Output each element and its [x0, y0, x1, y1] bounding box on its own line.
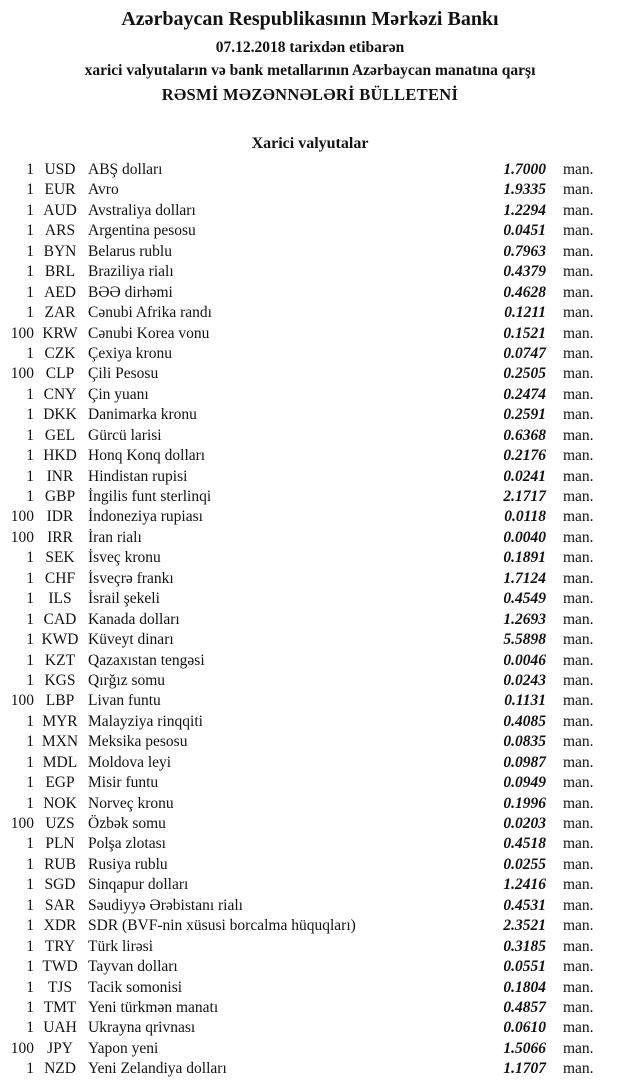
- currency-code-cell: SEK: [45, 549, 75, 567]
- rate-value-cell: 0.0949: [503, 774, 546, 792]
- rate-row: [0, 426, 620, 446]
- currency-name-cell: Braziliya rialı: [88, 263, 174, 281]
- rate-value-cell: 0.2474: [503, 385, 546, 403]
- quantity-cell: 1: [26, 733, 34, 751]
- rate-value-cell: 0.6368: [503, 426, 546, 444]
- rate-row: [0, 732, 620, 752]
- rate-row: [0, 651, 620, 671]
- rate-row: [0, 671, 620, 691]
- currency-name-cell: Cənubi Afrika randı: [88, 304, 212, 322]
- rate-value-cell: 0.2505: [503, 365, 546, 383]
- currency-name-cell: Belarus rublu: [88, 242, 172, 260]
- quantity-cell: 1: [26, 937, 34, 955]
- currency-name-cell: Səudiyyə Ərəbistanı rialı: [88, 896, 243, 914]
- rate-value-cell: 0.0255: [503, 855, 546, 873]
- currency-code-cell: BYN: [43, 242, 77, 260]
- rate-value-cell: 0.3185: [503, 937, 546, 955]
- unit-label-cell: man.: [563, 610, 594, 628]
- rate-value-cell: 1.2693: [503, 610, 546, 628]
- currency-code-cell: KWD: [41, 631, 79, 649]
- currency-name-cell: ABŞ dolları: [88, 161, 163, 178]
- unit-label-cell: man.: [563, 815, 594, 832]
- rate-row: [0, 569, 620, 589]
- rate-value-cell: 0.4518: [503, 835, 546, 853]
- currency-code-cell: RUB: [44, 855, 76, 873]
- quantity-cell: 1: [26, 1019, 34, 1037]
- rate-row: [0, 773, 620, 793]
- rate-value-cell: 0.0203: [503, 815, 546, 832]
- quantity-cell: 1: [26, 774, 34, 792]
- rate-value-cell: 0.0040: [503, 528, 546, 546]
- currency-code-cell: SGD: [44, 876, 76, 894]
- rate-value-cell: 1.7000: [503, 161, 546, 178]
- rate-row: [0, 916, 620, 936]
- unit-label-cell: man.: [563, 1019, 594, 1037]
- rate-row: [0, 303, 620, 323]
- rate-value-cell: 0.0747: [503, 344, 546, 362]
- header: [0, 0, 620, 105]
- unit-label-cell: man.: [563, 590, 594, 608]
- quantity-cell: 1: [26, 304, 34, 322]
- quantity-cell: 1: [26, 549, 34, 567]
- currency-code-cell: UZS: [45, 815, 75, 832]
- currency-code-cell: KGS: [44, 671, 76, 689]
- rate-value-cell: 0.0046: [503, 651, 546, 669]
- currency-code-cell: UAH: [43, 1019, 77, 1037]
- currency-name-cell: Türk lirəsi: [88, 937, 153, 955]
- currency-name-cell: Hindistan rupisi: [88, 467, 188, 485]
- quantity-cell: 1: [26, 671, 34, 689]
- rate-value-cell: 1.7124: [503, 569, 546, 587]
- unit-label-cell: man.: [563, 712, 594, 730]
- rate-row: [0, 548, 620, 568]
- unit-label-cell: man.: [563, 794, 594, 812]
- currency-name-cell: İndoneziya rupiası: [88, 508, 203, 526]
- rate-value-cell: 5.5898: [503, 631, 546, 649]
- quantity-cell: 100: [10, 324, 34, 342]
- unit-label-cell: man.: [563, 467, 594, 485]
- rate-value-cell: 0.4857: [503, 998, 546, 1016]
- quantity-cell: 1: [26, 181, 34, 199]
- rate-value-cell: 1.1707: [503, 1060, 546, 1078]
- currency-code-cell: LBP: [45, 692, 75, 710]
- rate-value-cell: 0.0451: [503, 222, 546, 240]
- unit-label-cell: man.: [563, 528, 594, 546]
- rate-value-cell: 0.0551: [503, 958, 546, 976]
- currency-name-cell: Çin yuanı: [88, 385, 149, 403]
- section-title-foreign-currencies: Xarici valyutalar: [251, 135, 369, 152]
- rate-value-cell: 1.2416: [503, 876, 546, 894]
- quantity-cell: 1: [26, 610, 34, 628]
- quantity-cell: 1: [26, 753, 34, 771]
- currency-code-cell: ARS: [44, 222, 76, 240]
- currency-name-cell: Yeni Zelandiya dolları: [88, 1060, 227, 1078]
- page-title: Azərbaycan Respublikasının Mərkəzi Bankı: [121, 8, 499, 30]
- rate-row: [0, 201, 620, 221]
- quantity-cell: 1: [26, 1060, 34, 1078]
- currency-code-cell: USD: [44, 161, 76, 178]
- rate-row: [0, 691, 620, 711]
- currency-name-cell: Sinqapur dolları: [88, 876, 189, 894]
- quantity-cell: 1: [26, 876, 34, 894]
- rate-row: [0, 610, 620, 630]
- rate-row: [0, 507, 620, 527]
- quantity-cell: 1: [26, 426, 34, 444]
- rate-row: [0, 467, 620, 487]
- quantity-cell: 100: [10, 815, 34, 832]
- unit-label-cell: man.: [563, 978, 594, 996]
- rate-value-cell: 0.7963: [503, 242, 546, 260]
- quantity-cell: 100: [10, 528, 34, 546]
- rate-value-cell: 0.0835: [503, 733, 546, 751]
- unit-label-cell: man.: [563, 876, 594, 894]
- currency-code-cell: XDR: [43, 917, 77, 935]
- currency-name-cell: Yapon yeni: [88, 1039, 159, 1057]
- currency-code-cell: AED: [44, 283, 76, 301]
- currency-name-cell: SDR (BVF-nin xüsusi borcalma hüquqları): [88, 917, 356, 935]
- currency-code-cell: CLP: [45, 365, 75, 383]
- rate-value-cell: 0.0243: [503, 671, 546, 689]
- currency-name-cell: Danimarka kronu: [88, 406, 197, 424]
- rate-row: [0, 814, 620, 834]
- currency-code-cell: INR: [46, 467, 74, 485]
- quantity-cell: 1: [26, 590, 34, 608]
- unit-label-cell: man.: [563, 1039, 594, 1057]
- quantity-cell: 1: [26, 488, 34, 505]
- currency-code-cell: HKD: [43, 447, 77, 465]
- unit-label-cell: man.: [563, 631, 594, 649]
- currency-name-cell: Moldova leyi: [88, 753, 172, 771]
- quantity-cell: 1: [26, 651, 34, 669]
- currency-name-cell: Kanada dolları: [88, 610, 180, 628]
- currency-name-cell: Küveyt dinarı: [88, 631, 174, 649]
- unit-label-cell: man.: [563, 344, 594, 362]
- unit-label-cell: man.: [563, 896, 594, 914]
- currency-name-cell: Tayvan dolları: [88, 958, 178, 976]
- rate-value-cell: 0.2591: [503, 406, 546, 424]
- currency-code-cell: MXN: [41, 733, 79, 751]
- rate-row: [0, 221, 620, 241]
- unit-label-cell: man.: [563, 651, 594, 669]
- quantity-cell: 1: [26, 917, 34, 935]
- currency-code-cell: BRL: [44, 263, 76, 281]
- currency-name-cell: Çili Pesosu: [88, 365, 159, 383]
- rate-value-cell: 0.1131: [504, 692, 546, 710]
- quantity-cell: 1: [26, 794, 34, 812]
- unit-label-cell: man.: [563, 855, 594, 873]
- unit-label-cell: man.: [563, 671, 594, 689]
- quantity-cell: 1: [26, 855, 34, 873]
- rate-row: [0, 875, 620, 895]
- currency-name-cell: Çexiya kronu: [88, 344, 172, 362]
- rate-row: [0, 528, 620, 548]
- unit-label-cell: man.: [563, 161, 594, 178]
- currency-code-cell: IDR: [46, 508, 74, 526]
- rate-value-cell: 2.1717: [503, 488, 546, 505]
- currency-name-cell: Norveç kronu: [88, 794, 174, 812]
- currency-name-cell: Cənubi Korea vonu: [88, 324, 210, 342]
- currency-code-cell: CAD: [43, 610, 77, 628]
- unit-label-cell: man.: [563, 447, 594, 465]
- unit-label-cell: man.: [563, 733, 594, 751]
- unit-label-cell: man.: [563, 998, 594, 1016]
- rate-row: [0, 712, 620, 732]
- rate-row: [0, 794, 620, 814]
- unit-label-cell: man.: [563, 426, 594, 444]
- quantity-cell: 1: [26, 242, 34, 260]
- currency-name-cell: Qazaxıstan tengəsi: [88, 651, 205, 669]
- currency-name-cell: Rusiya rublu: [88, 855, 168, 873]
- rate-row: [0, 487, 620, 507]
- currency-name-cell: Misir funtu: [88, 774, 159, 792]
- subtitle-line: xarici valyutaların və bank metallarının Azərbaycan manatına qarşı: [84, 62, 536, 79]
- rate-row: [0, 385, 620, 405]
- rate-row: [0, 753, 620, 773]
- rate-value-cell: 0.1996: [503, 794, 546, 812]
- unit-label-cell: man.: [563, 324, 594, 342]
- quantity-cell: 1: [26, 896, 34, 914]
- quantity-cell: 1: [26, 569, 34, 587]
- unit-label-cell: man.: [563, 1060, 594, 1078]
- rate-row: [0, 262, 620, 282]
- rate-row: [0, 1018, 620, 1038]
- currency-name-cell: İngilis funt sterlinqi: [88, 488, 212, 505]
- rate-row: [0, 344, 620, 364]
- currency-name-cell: İsrail şekeli: [88, 590, 160, 608]
- unit-label-cell: man.: [563, 692, 594, 710]
- rate-value-cell: 0.1521: [503, 324, 546, 342]
- unit-label-cell: man.: [563, 835, 594, 853]
- rate-row: [0, 242, 620, 262]
- unit-label-cell: man.: [563, 569, 594, 587]
- currency-name-cell: İsveç kronu: [88, 549, 161, 567]
- currency-name-cell: Meksika pesosu: [88, 733, 188, 751]
- rate-value-cell: 0.4628: [503, 283, 546, 301]
- rate-row: [0, 180, 620, 200]
- rate-value-cell: 0.4085: [503, 712, 546, 730]
- quantity-cell: 1: [26, 222, 34, 240]
- rate-value-cell: 0.4379: [503, 263, 546, 281]
- quantity-cell: 1: [26, 161, 34, 178]
- currency-code-cell: NZD: [44, 1060, 76, 1078]
- rate-value-cell: 0.1804: [503, 978, 546, 996]
- currency-name-cell: BƏƏ dirhəmi: [88, 283, 173, 301]
- quantity-cell: 1: [26, 712, 34, 730]
- quantity-cell: 1: [26, 631, 34, 649]
- currency-code-cell: IRR: [47, 528, 73, 546]
- currency-code-cell: DKK: [43, 406, 77, 424]
- unit-label-cell: man.: [563, 222, 594, 240]
- quantity-cell: 1: [26, 978, 34, 996]
- unit-label-cell: man.: [563, 201, 594, 219]
- rate-row: [0, 834, 620, 854]
- quantity-cell: 1: [26, 958, 34, 976]
- unit-label-cell: man.: [563, 488, 594, 505]
- currency-code-cell: NOK: [43, 794, 77, 812]
- quantity-cell: 1: [26, 447, 34, 465]
- quantity-cell: 1: [26, 835, 34, 853]
- rate-value-cell: 0.0241: [503, 467, 546, 485]
- rate-value-cell: 0.0987: [503, 753, 546, 771]
- unit-label-cell: man.: [563, 365, 594, 383]
- rate-value-cell: 2.3521: [503, 917, 546, 935]
- rate-value-cell: 1.9335: [503, 181, 546, 199]
- quantity-cell: 100: [10, 365, 34, 383]
- currency-name-cell: Honq Konq dolları: [88, 447, 206, 465]
- currency-name-cell: Avro: [88, 181, 119, 199]
- currency-code-cell: TJS: [47, 978, 73, 996]
- currency-name-cell: Avstraliya dolları: [88, 201, 196, 219]
- unit-label-cell: man.: [563, 263, 594, 281]
- unit-label-cell: man.: [563, 242, 594, 260]
- currency-code-cell: TMT: [43, 998, 77, 1016]
- rate-value-cell: 1.5066: [503, 1039, 546, 1057]
- currency-code-cell: TWD: [42, 958, 78, 976]
- rate-value-cell: 0.0610: [503, 1019, 546, 1037]
- unit-label-cell: man.: [563, 549, 594, 567]
- currency-name-cell: Ukrayna qrivnası: [88, 1019, 196, 1037]
- currency-code-cell: EUR: [44, 181, 76, 199]
- rate-row: [0, 896, 620, 916]
- unit-label-cell: man.: [563, 406, 594, 424]
- unit-label-cell: man.: [563, 181, 594, 199]
- currency-code-cell: ZAR: [44, 304, 76, 322]
- currency-name-cell: Malayziya rinqqiti: [88, 712, 203, 730]
- rate-row: [0, 160, 620, 180]
- currency-code-cell: GEL: [44, 426, 76, 444]
- bulletin-title: RƏSMİ MƏZƏNNƏLƏRİ BÜLLETENİ: [161, 85, 459, 104]
- currency-code-cell: TRY: [44, 937, 76, 955]
- unit-label-cell: man.: [563, 385, 594, 403]
- currency-code-cell: GBP: [44, 488, 76, 505]
- currency-name-cell: Özbək somu: [88, 815, 166, 832]
- rate-value-cell: 0.4531: [503, 896, 546, 914]
- rate-row: [0, 998, 620, 1018]
- rate-row: [0, 855, 620, 875]
- currency-code-cell: CNY: [43, 385, 77, 403]
- unit-label-cell: man.: [563, 304, 594, 322]
- rate-row: [0, 957, 620, 977]
- quantity-cell: 1: [26, 385, 34, 403]
- currency-code-cell: KZT: [44, 651, 76, 669]
- quantity-cell: 100: [10, 1039, 34, 1057]
- currency-name-cell: Polşa zlotası: [88, 835, 166, 853]
- unit-label-cell: man.: [563, 508, 594, 526]
- currency-code-cell: MDL: [42, 753, 78, 771]
- rate-value-cell: 1.2294: [503, 201, 546, 219]
- quantity-cell: 1: [26, 467, 34, 485]
- rate-row: [0, 364, 620, 384]
- rate-row: [0, 1059, 620, 1079]
- rates-table: [0, 160, 620, 1080]
- rate-row: [0, 978, 620, 998]
- effective-date-line: 07.12.2018 tarixdən etibarən: [215, 39, 405, 56]
- currency-code-cell: MYR: [42, 712, 78, 730]
- quantity-cell: 1: [26, 406, 34, 424]
- rate-value-cell: 0.2176: [503, 447, 546, 465]
- currency-name-cell: Qırğız somu: [88, 671, 166, 689]
- rate-row: [0, 1039, 620, 1059]
- rate-row: [0, 630, 620, 650]
- rate-value-cell: 0.0118: [504, 508, 546, 526]
- quantity-cell: 1: [26, 283, 34, 301]
- quantity-cell: 1: [26, 344, 34, 362]
- rate-row: [0, 405, 620, 425]
- rate-value-cell: 0.1211: [504, 304, 546, 322]
- currency-code-cell: EGP: [45, 774, 75, 792]
- currency-name-cell: Livan funtu: [88, 692, 161, 710]
- unit-label-cell: man.: [563, 753, 594, 771]
- rate-row: [0, 937, 620, 957]
- unit-label-cell: man.: [563, 937, 594, 955]
- currency-code-cell: AUD: [43, 201, 77, 219]
- rate-row: [0, 283, 620, 303]
- quantity-cell: 1: [26, 998, 34, 1016]
- currency-name-cell: Tacik somonisi: [88, 978, 183, 996]
- currency-name-cell: İsveçrə frankı: [88, 569, 174, 587]
- currency-code-cell: ILS: [48, 590, 72, 608]
- unit-label-cell: man.: [563, 283, 594, 301]
- rate-value-cell: 0.1891: [503, 549, 546, 567]
- currency-name-cell: Gürcü larisi: [88, 426, 162, 444]
- rate-row: [0, 589, 620, 609]
- quantity-cell: 1: [26, 263, 34, 281]
- unit-label-cell: man.: [563, 917, 594, 935]
- currency-name-cell: İran rialı: [88, 528, 142, 546]
- currency-code-cell: PLN: [45, 835, 75, 853]
- currency-code-cell: CZK: [44, 344, 76, 362]
- rate-row: [0, 324, 620, 344]
- quantity-cell: 1: [26, 201, 34, 219]
- quantity-cell: 100: [10, 508, 34, 526]
- unit-label-cell: man.: [563, 958, 594, 976]
- unit-label-cell: man.: [563, 774, 594, 792]
- currency-code-cell: KRW: [42, 324, 78, 342]
- rate-row: [0, 446, 620, 466]
- currency-name-cell: Yeni türkmən manatı: [88, 998, 219, 1016]
- currency-code-cell: JPY: [47, 1039, 73, 1057]
- currency-name-cell: Argentina pesosu: [88, 222, 196, 240]
- currency-code-cell: SAR: [44, 896, 76, 914]
- currency-code-cell: CHF: [44, 569, 76, 587]
- rate-value-cell: 0.4549: [503, 590, 546, 608]
- quantity-cell: 100: [10, 692, 34, 710]
